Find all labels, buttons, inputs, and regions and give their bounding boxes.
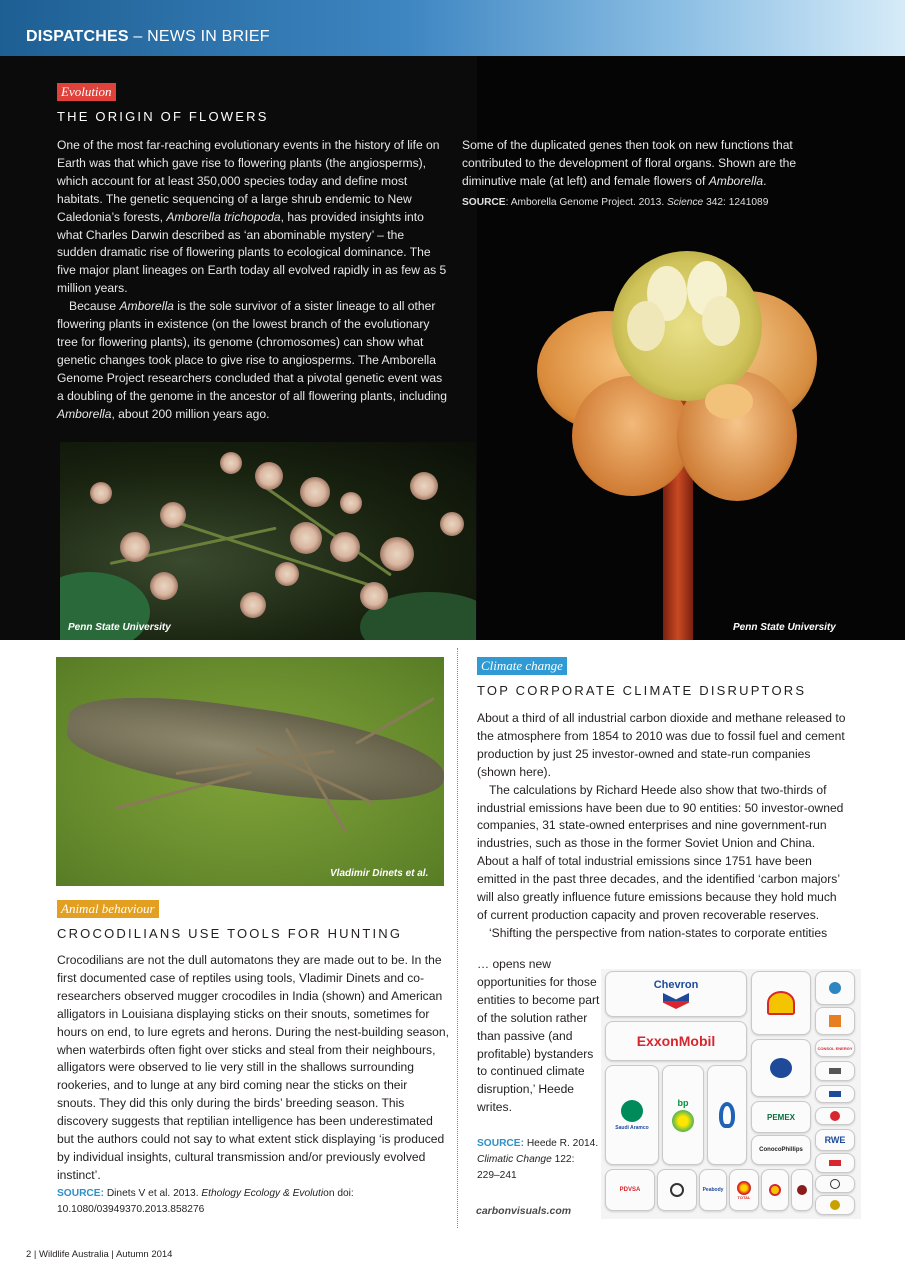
evolution-body-continued: Some of the duplicated genes then took on new functions that contributed to the development of floral organs. Shown are the diminutive male (at left) and female flowers of Amborella. — [462, 138, 797, 188]
croc-title: CROCODILIANS USE TOOLS FOR HUNTING — [57, 926, 403, 941]
amborella-male-flowers-photo — [60, 442, 476, 640]
climate-change-tag: Climate change — [477, 657, 567, 675]
oil-company-logo-1 — [815, 971, 855, 1005]
croc-photo-credit: Vladimir Dinets et al. — [330, 868, 429, 879]
exxonmobil-logo: ExxonMobil — [605, 1021, 747, 1061]
oil-company-logo-7 — [791, 1169, 813, 1211]
croc-body: Crocodilians are not the dull automatons they are made out to be. In the first documented case of reptiles using tools, Vladimir Dinets and co-researchers observed mugger crocodiles in India (shown) and American alligators in Louisiana displaying sticks on their snouts, sometimes for hours on end, to lure egrets and herons. During the nest-building season, when waterbirds often fight over sticks and steal from their neighbours, alligators were observed to lie very still in the shallows surrounding rookeries, and to lunge at any bird coming near the sticks on their snouts. They did this only during the birds’ breeding season. This discovery suggests that reptilian intelligence has been underestimated but the authors could not say to what extent stick displaying ‘is produced by individual insights, cultural transmission and/or previously evolved instinct’. — [57, 953, 449, 1182]
pdvsa-logo: PDVSA — [605, 1169, 655, 1211]
oil-company-logo-4 — [815, 1085, 855, 1103]
consol-energy-logo: CONSOL ENERGY — [815, 1039, 855, 1057]
header-title: DISPATCHES – NEWS IN BRIEF — [26, 28, 270, 45]
evolution-body: One of the most far-reaching evolutionary events in the history of life on Earth was that which gave rise to flowering plants (the angiosperms), which account for at least 350,000 species today and define most habitats. The genetic sequencing of a large shrub endemic to New Caledonia’s forests, Amborella trichopoda, has provided insights into what Charles Darwin described as ‘an abominable mystery’ – the sudden dramatic rise of flowering plants to ecological dominance. The five major plant lineages on Earth today all evolved rapidly in as few as 5 million years. Because Amborella is the sole survivor of a sister lineage to all other flowering plants in existence (on the lowest branch of the evolutionary tree for flowering plants), its genome (chromosomes) can show what genetic changes took place to give rise to angiosperms. The Amborella Genome Project researchers concluded that a pivotal genetic event was a doubling of the genome in the ancestor of all flowering plants, including Amborella, about 200 million years ago. — [57, 138, 447, 421]
evolution-tag: Evolution — [57, 83, 116, 101]
evolution-title: THE ORIGIN OF FLOWERS — [57, 109, 269, 124]
coal-company-logo — [751, 1039, 811, 1097]
climate-body: About a third of all industrial carbon dioxide and methane released to the atmosphere from 1854 to 2010 was due to fossil fuel and cement production by just 25 investor-owned and state-run companies (shown here). The calculations by Richard Heede also show that two-thirds of industrial emissions have been due to 90 entities: 50 investor-owned companies, 31 state-owned enterprises and nine government-run industries, such as those in the former Soviet Union and China. About a half of total industrial emissions since 1751 have been emitted in the past three decades, and the identified ‘carbon majors’ will also greatly influence future emissions because they hold much of current production capacity and proven recoverable reserves. ‘Shifting the perspective from nation-states to corporate entities — [477, 711, 846, 940]
conocophillips-logo: ConocoPhillips — [751, 1135, 811, 1165]
chevron-logo: Chevron — [605, 971, 747, 1017]
climate-title: TOP CORPORATE CLIMATE DISRUPTORS — [477, 683, 807, 698]
saudi-aramco-logo: Saudi Aramco — [605, 1065, 659, 1165]
oil-company-logo-3 — [815, 1061, 855, 1081]
petrochina-logo — [761, 1169, 789, 1211]
oil-company-logo-5 — [815, 1107, 855, 1125]
climate-source: SOURCE: Heede R. 2014. Climatic Change 122: 229–241 — [477, 1138, 599, 1181]
rwe-logo: RWE — [815, 1129, 855, 1151]
gazprom-logo — [707, 1065, 747, 1165]
shell-logo — [751, 971, 811, 1035]
crocodile-photo — [56, 657, 444, 886]
animal-behaviour-tag: Animal behaviour — [57, 900, 159, 918]
photo-credit-left: Penn State University — [68, 622, 171, 633]
oil-company-logo-8 — [815, 1175, 855, 1193]
column-divider — [457, 648, 458, 1228]
evolution-source: SOURCE: Amborella Genome Project. 2013. Science 342: 1241089 — [462, 197, 769, 208]
peabody-logo: Peabody — [699, 1169, 727, 1211]
coal-india-logo — [657, 1169, 697, 1211]
corporate-logos-graphic — [601, 969, 861, 1219]
bp-logo: bp — [662, 1065, 704, 1165]
croc-source: SOURCE: Dinets V et al. 2013. Ethology Ecology & Evolution doi: 10.1080/03949370.2013.858276 — [57, 1188, 354, 1215]
pemex-logo: PEMEX — [751, 1101, 811, 1133]
oil-company-logo-6 — [815, 1153, 855, 1173]
photo-credit-right: Penn State University — [733, 622, 836, 633]
carbonvisuals-credit: carbonvisuals.com — [476, 1205, 572, 1217]
total-logo: TOTAL — [729, 1169, 759, 1211]
oil-company-logo-2 — [815, 1007, 855, 1035]
page-footer: 2 | Wildlife Australia | Autumn 2014 — [26, 1249, 173, 1260]
climate-body-narrow: … opens new opportunities for those entities to become part of the solution rather than passive (and profitable) bystanders to continued climate disruption,’ Heede writes. — [477, 957, 600, 1115]
oil-company-logo-9 — [815, 1195, 855, 1215]
